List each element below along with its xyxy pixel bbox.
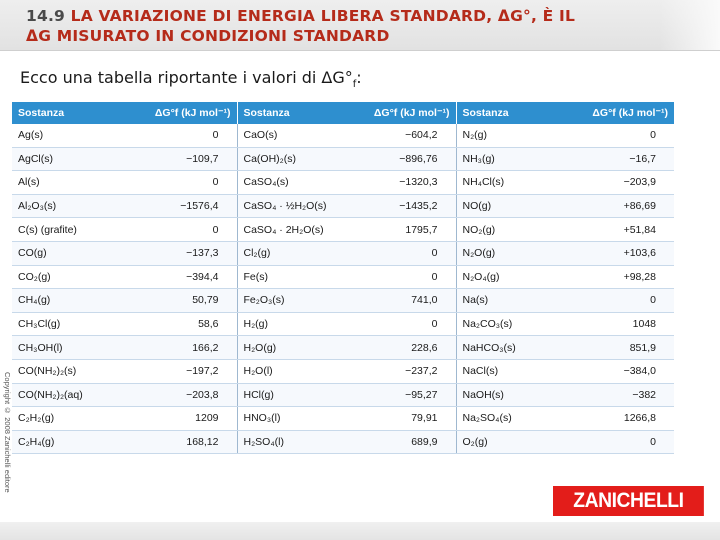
delta-g-value-cell: 50,79	[100, 289, 237, 313]
intro-subscript: f	[352, 79, 357, 91]
substance-cell: CO(NH₂)₂(s)	[12, 359, 100, 383]
delta-g-value-cell: 0	[339, 265, 456, 289]
delta-g-value-cell: −1435,2	[339, 194, 456, 218]
delta-g-value-cell: 79,91	[339, 407, 456, 431]
delta-g-value-cell: 0	[339, 241, 456, 265]
delta-g-value-cell: 1048	[558, 312, 674, 336]
title-text-1: LA VARIAZIONE DI ENERGIA LIBERA STANDARD, ΔG°, È IL	[70, 7, 576, 25]
delta-g-value-cell: −1576,4	[100, 194, 237, 218]
footer-bar	[0, 522, 720, 540]
delta-g-value-cell: −95,27	[339, 383, 456, 407]
substance-cell: HCl(g)	[237, 383, 339, 407]
header-substance: Sostanza	[456, 102, 558, 124]
delta-g-value-cell: 168,12	[100, 430, 237, 454]
table-row	[12, 147, 674, 171]
substance-cell: H₂(g)	[237, 312, 339, 336]
header-value: ΔG°f (kJ mol⁻¹)	[339, 102, 456, 124]
delta-g-value-cell: 0	[100, 124, 237, 147]
delta-g-value-cell: 689,9	[339, 430, 456, 454]
delta-g-value-cell: −237,2	[339, 359, 456, 383]
delta-g-value-cell: 851,9	[558, 336, 674, 360]
substance-cell: N₂(g)	[456, 124, 558, 147]
substance-cell: H₂O(l)	[237, 359, 339, 383]
table-row	[12, 265, 674, 289]
delta-g-value-cell: −382	[558, 383, 674, 407]
substance-cell: Na₂CO₃(s)	[456, 312, 558, 336]
delta-g-value-cell: 228,6	[339, 336, 456, 360]
substance-cell: Na₂SO₄(s)	[456, 407, 558, 431]
substance-cell: NH₄Cl(s)	[456, 171, 558, 195]
substance-cell: CaSO₄ · ½H₂O(s)	[237, 194, 339, 218]
header-fade	[660, 0, 720, 50]
delta-g-value-cell: 1209	[100, 407, 237, 431]
intro-main: Ecco una tabella riportante i valori di ΔG°	[20, 68, 353, 87]
delta-g-value-cell: +51,84	[558, 218, 674, 242]
delta-g-value-cell: −896,76	[339, 147, 456, 171]
delta-g-value-cell: 1266,8	[558, 407, 674, 431]
substance-cell: Cl₂(g)	[237, 241, 339, 265]
delta-g-value-cell: −384,0	[558, 359, 674, 383]
substance-cell: Al(s)	[12, 171, 100, 195]
slide-title-line-2: ΔG MISURATO IN CONDIZIONI STANDARD	[26, 27, 390, 45]
delta-g-value-cell: −1320,3	[339, 171, 456, 195]
substance-cell: H₂O(g)	[237, 336, 339, 360]
substance-cell: NaHCO₃(s)	[456, 336, 558, 360]
header-substance: Sostanza	[237, 102, 339, 124]
substance-cell: C₂H₂(g)	[12, 407, 100, 431]
header-substance: Sostanza	[12, 102, 100, 124]
substance-cell: Ca(OH)₂(s)	[237, 147, 339, 171]
substance-cell: Al₂O₃(s)	[12, 194, 100, 218]
substance-cell: CO(NH₂)₂(aq)	[12, 383, 100, 407]
substance-cell: CaSO₄ · 2H₂O(s)	[237, 218, 339, 242]
substance-cell: CO₂(g)	[12, 265, 100, 289]
substance-cell: NH₃(g)	[456, 147, 558, 171]
delta-g-value-cell: 0	[558, 289, 674, 313]
substance-cell: CaSO₄(s)	[237, 171, 339, 195]
substance-cell: NaCl(s)	[456, 359, 558, 383]
table-row	[12, 430, 674, 454]
substance-cell: CH₃OH(l)	[12, 336, 100, 360]
delta-g-value-cell: −394,4	[100, 265, 237, 289]
delta-g-value-cell: 1795,7	[339, 218, 456, 242]
substance-cell: Fe(s)	[237, 265, 339, 289]
delta-g-value-cell: −604,2	[339, 124, 456, 147]
table-row	[12, 383, 674, 407]
delta-g-value-cell: −203,8	[100, 383, 237, 407]
delta-g-value-cell: +98,28	[558, 265, 674, 289]
substance-cell: NO(g)	[456, 194, 558, 218]
slide-header	[0, 0, 720, 51]
slide-title-line-1	[26, 7, 575, 25]
table-row	[12, 124, 674, 147]
copyright-notice: Copyright © 2008 Zanichelli editore	[3, 372, 12, 493]
table-row	[12, 407, 674, 431]
substance-cell: C₂H₄(g)	[12, 430, 100, 454]
delta-g-value-cell: +103,6	[558, 241, 674, 265]
delta-g-value-cell: 0	[558, 430, 674, 454]
table-row	[12, 312, 674, 336]
delta-g-value-cell: 0	[558, 124, 674, 147]
delta-g-value-cell: 166,2	[100, 336, 237, 360]
table-row	[12, 218, 674, 242]
substance-cell: NaOH(s)	[456, 383, 558, 407]
gibbs-energy-table	[12, 102, 674, 454]
table-row	[12, 359, 674, 383]
delta-g-value-cell: −16,7	[558, 147, 674, 171]
substance-cell: CH₃Cl(g)	[12, 312, 100, 336]
delta-g-value-cell: −197,2	[100, 359, 237, 383]
substance-cell: CO(g)	[12, 241, 100, 265]
delta-g-value-cell: 0	[100, 171, 237, 195]
table-row	[12, 171, 674, 195]
delta-g-value-cell: +86,69	[558, 194, 674, 218]
table-row	[12, 241, 674, 265]
delta-g-value-cell: 0	[339, 312, 456, 336]
delta-g-value-cell: −203,9	[558, 171, 674, 195]
substance-cell: N₂O₄(g)	[456, 265, 558, 289]
substance-cell: CH₄(g)	[12, 289, 100, 313]
section-number: 14.9	[26, 7, 66, 25]
table-header-row	[12, 102, 674, 124]
table-row	[12, 336, 674, 360]
substance-cell: N₂O(g)	[456, 241, 558, 265]
substance-cell: O₂(g)	[456, 430, 558, 454]
substance-cell: AgCl(s)	[12, 147, 100, 171]
header-value: ΔG°f (kJ mol⁻¹)	[100, 102, 237, 124]
substance-cell: NO₂(g)	[456, 218, 558, 242]
substance-cell: HNO₃(l)	[237, 407, 339, 431]
header-value: ΔG°f (kJ mol⁻¹)	[558, 102, 674, 124]
substance-cell: H₂SO₄(l)	[237, 430, 339, 454]
substance-cell: Na(s)	[456, 289, 558, 313]
delta-g-value-cell: −137,3	[100, 241, 237, 265]
substance-cell: CaO(s)	[237, 124, 339, 147]
intro-text	[20, 68, 362, 90]
delta-g-value-cell: −109,7	[100, 147, 237, 171]
table-row	[12, 289, 674, 313]
table-row	[12, 194, 674, 218]
delta-g-value-cell: 0	[100, 218, 237, 242]
delta-g-value-cell: 741,0	[339, 289, 456, 313]
intro-tail: :	[356, 68, 362, 87]
zanichelli-logo: ZANICHELLI	[553, 486, 704, 516]
substance-cell: Ag(s)	[12, 124, 100, 147]
substance-cell: C(s) (grafite)	[12, 218, 100, 242]
delta-g-value-cell: 58,6	[100, 312, 237, 336]
substance-cell: Fe₂O₃(s)	[237, 289, 339, 313]
